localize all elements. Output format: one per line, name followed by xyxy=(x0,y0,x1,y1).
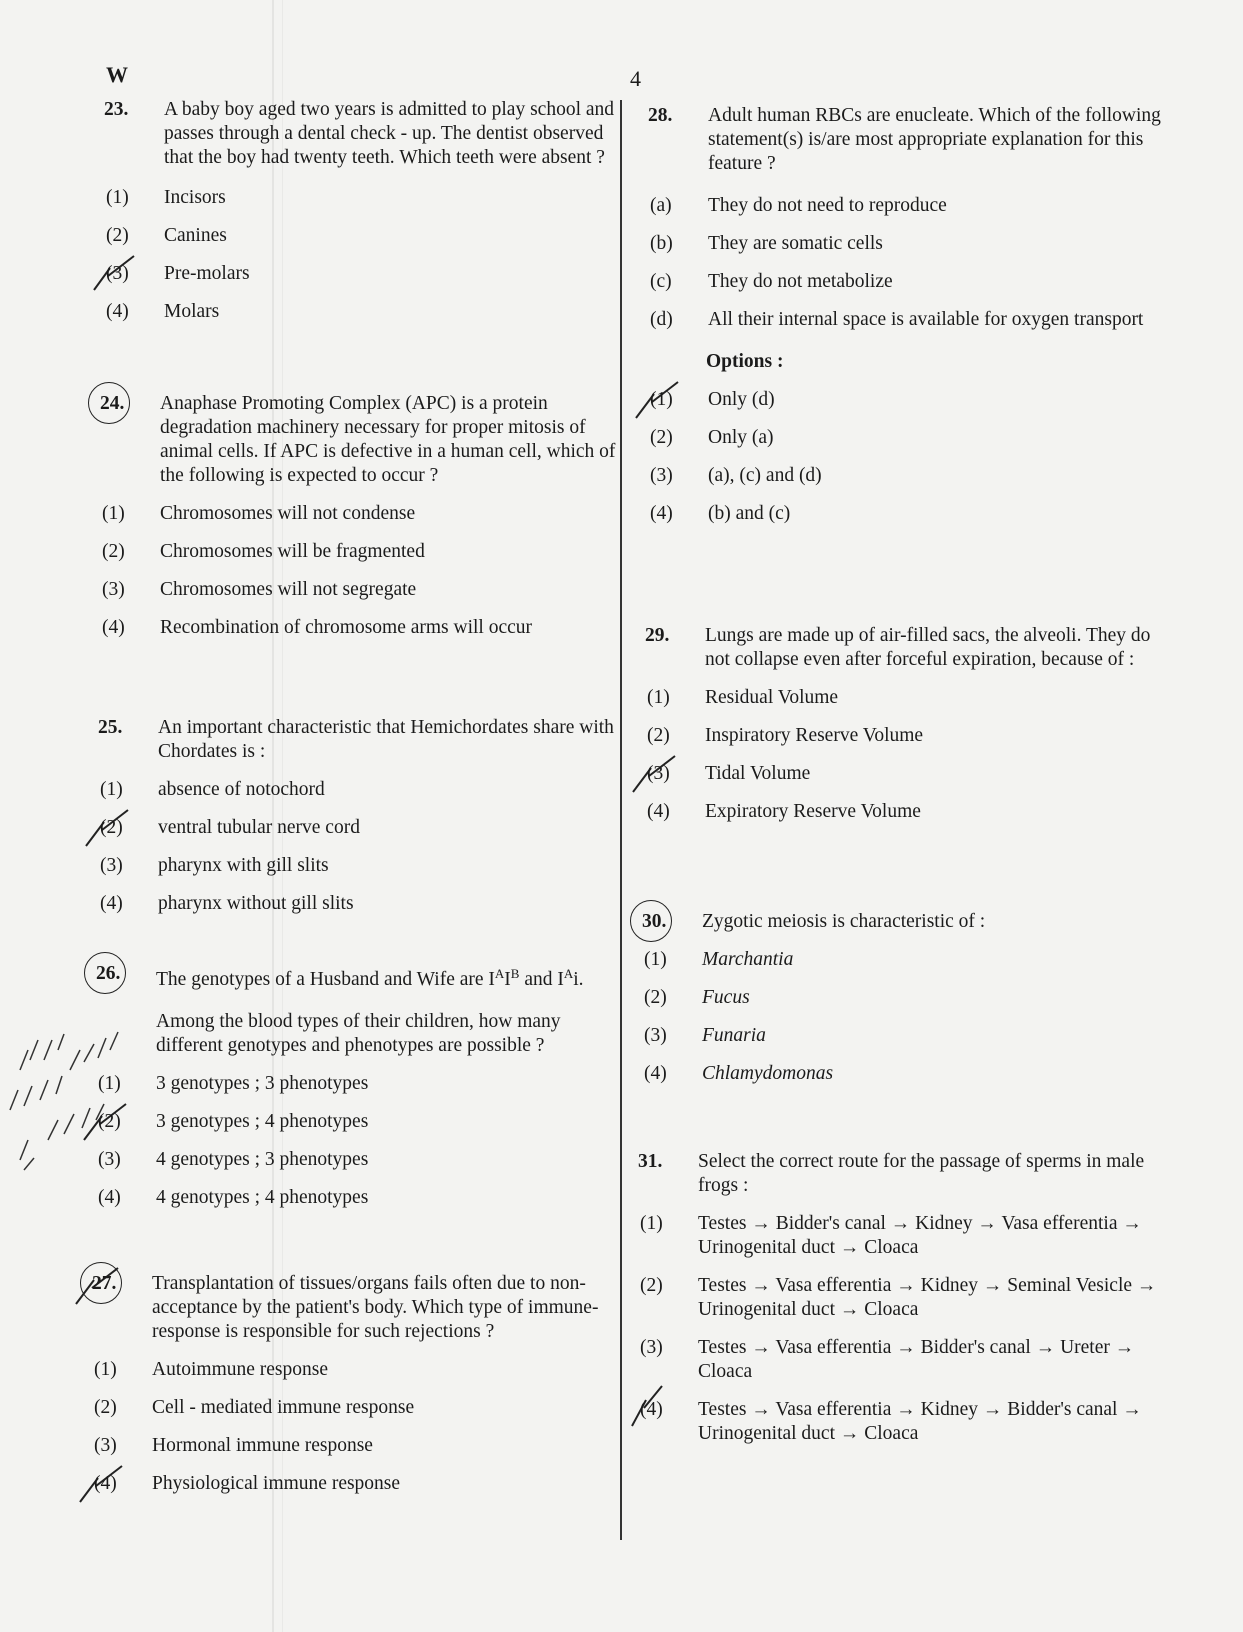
question-number: 24. xyxy=(100,393,125,414)
option[interactable] xyxy=(640,1212,1168,1260)
option[interactable] xyxy=(106,186,619,210)
option[interactable] xyxy=(100,854,619,878)
option-text: Physiological immune response xyxy=(152,1473,401,1494)
option-number: (3) xyxy=(644,1025,667,1046)
option-text: Only (d) xyxy=(708,389,775,410)
option[interactable] xyxy=(94,1358,619,1382)
option-number: (1) xyxy=(98,1073,121,1094)
option-text: Cell - mediated immune response xyxy=(152,1397,415,1418)
question-26 xyxy=(96,962,619,1224)
option-number: (3) xyxy=(106,263,129,284)
option-text: Fucus xyxy=(702,987,750,1008)
question-number: 31. xyxy=(638,1151,663,1172)
question-23 xyxy=(104,98,619,338)
question-text: Zygotic meiosis is characteristic of : xyxy=(702,911,986,932)
question-27 xyxy=(92,1272,619,1510)
option[interactable] xyxy=(100,816,619,840)
option-text: Autoimmune response xyxy=(152,1359,329,1380)
option[interactable] xyxy=(644,1024,1168,1048)
statement-text: All their internal space is available for oxygen transport xyxy=(708,309,1144,330)
option[interactable] xyxy=(650,502,1168,526)
question-text: Adult human RBCs are enucleate. Which of the following statement(s) is/are most appropriate explanation for this feature ? xyxy=(708,105,1161,174)
option-text: Molars xyxy=(164,301,220,322)
option[interactable] xyxy=(98,1072,619,1096)
option-number: (3) xyxy=(98,1149,121,1170)
option-text: Residual Volume xyxy=(705,687,839,708)
statement-letter: (c) xyxy=(650,271,672,292)
option-number: (3) xyxy=(650,465,673,486)
option-number: (2) xyxy=(102,541,125,562)
column-divider xyxy=(620,100,622,1540)
option-number: (4) xyxy=(644,1063,667,1084)
option[interactable] xyxy=(640,1336,1168,1384)
option-number: (1) xyxy=(102,503,125,524)
option[interactable] xyxy=(94,1434,619,1458)
statement-text: They are somatic cells xyxy=(708,233,883,254)
option-number: (3) xyxy=(100,855,123,876)
option[interactable] xyxy=(644,1062,1168,1086)
option[interactable] xyxy=(94,1396,619,1420)
page-number: 4 xyxy=(630,66,641,91)
option-number: (4) xyxy=(640,1399,663,1420)
question-number: 26. xyxy=(96,963,121,984)
option[interactable] xyxy=(106,300,619,324)
option-text: ventral tubular nerve cord xyxy=(158,817,360,838)
option[interactable] xyxy=(102,578,619,602)
option-text: Chromosomes will not condense xyxy=(160,503,416,524)
question-number: 27. xyxy=(92,1273,117,1294)
option[interactable] xyxy=(640,1398,1168,1446)
option[interactable] xyxy=(650,464,1168,488)
question-text: Anaphase Promoting Complex (APC) is a protein degradation machinery necessary for proper mitosis of animal cells. If APC is defective in a human cell, which of the following is expected to occur ? xyxy=(160,393,616,486)
option-text: 4 genotypes ; 3 phenotypes xyxy=(156,1149,369,1170)
option[interactable] xyxy=(647,724,1168,748)
option-number: (2) xyxy=(640,1275,663,1296)
option-text: Chromosomes will be fragmented xyxy=(160,541,425,562)
option-text: pharynx without gill slits xyxy=(158,893,354,914)
option[interactable] xyxy=(98,1186,619,1210)
option-text: 4 genotypes ; 4 phenotypes xyxy=(156,1187,369,1208)
option[interactable] xyxy=(100,778,619,802)
option-number: (1) xyxy=(640,1213,663,1234)
option-number: (1) xyxy=(100,779,123,800)
option-text: Testes → Vasa efferentia → Kidney → Seminal Vesicle → Urinogenital duct → Cloaca xyxy=(698,1275,1157,1320)
option-number: (1) xyxy=(644,949,667,970)
question-text: A baby boy aged two years is admitted to play school and passes through a dental check - up. The dentist observed that the boy had twenty teeth. Which teeth were absent ? xyxy=(164,99,615,168)
option[interactable] xyxy=(102,502,619,526)
question-text: Lungs are made up of air-filled sacs, the alveoli. They do not collapse even after forceful expiration, because of : xyxy=(705,625,1151,670)
question-number: 30. xyxy=(642,911,667,932)
option-number: (2) xyxy=(644,987,667,1008)
option-text: Pre-molars xyxy=(164,263,250,284)
option[interactable] xyxy=(650,426,1168,450)
statement xyxy=(650,270,1168,294)
option-number: (3) xyxy=(94,1435,117,1456)
option-text: pharynx with gill slits xyxy=(158,855,329,876)
option-text: Recombination of chromosome arms will occur xyxy=(160,617,533,638)
question-24 xyxy=(100,392,619,654)
statement-text: They do not metabolize xyxy=(708,271,893,292)
option-number: (2) xyxy=(650,427,673,448)
option[interactable] xyxy=(647,800,1168,824)
option-number: (4) xyxy=(102,617,125,638)
option-text: Chromosomes will not segregate xyxy=(160,579,417,600)
option-number: (1) xyxy=(647,687,670,708)
statement xyxy=(650,308,1168,332)
question-text: Select the correct route for the passage of sperms in male frogs : xyxy=(698,1151,1145,1196)
option[interactable] xyxy=(106,262,619,286)
option[interactable] xyxy=(647,762,1168,786)
option-text: Testes → Vasa efferentia → Bidder's canal → Ureter → Cloaca xyxy=(698,1337,1135,1382)
option-text: Funaria xyxy=(702,1025,766,1046)
option[interactable] xyxy=(647,686,1168,710)
question-text: Transplantation of tissues/organs fails often due to non-acceptance by the patient's body. Which type of immune-response is responsible for such rejections ? xyxy=(152,1273,599,1342)
statement-letter: (d) xyxy=(650,309,673,330)
option-number: (2) xyxy=(94,1397,117,1418)
option-text: Testes → Bidder's canal → Kidney → Vasa efferentia → Urinogenital duct → Cloaca xyxy=(698,1213,1142,1258)
option-number: (4) xyxy=(98,1187,121,1208)
option-number: (2) xyxy=(106,225,129,246)
question-25 xyxy=(98,716,619,930)
option-number: (2) xyxy=(98,1111,121,1132)
question-text: An important characteristic that Hemichordates share with Chordates is : xyxy=(158,717,614,762)
option[interactable] xyxy=(100,892,619,916)
statement-text: They do not need to reproduce xyxy=(708,195,947,216)
option[interactable] xyxy=(650,388,1168,412)
question-number: 28. xyxy=(648,105,673,126)
question-number: 25. xyxy=(98,717,123,738)
option-number: (4) xyxy=(100,893,123,914)
option-text: Marchantia xyxy=(702,949,794,970)
option-number: (3) xyxy=(640,1337,663,1358)
option-number: (1) xyxy=(106,187,129,208)
option-text: Canines xyxy=(164,225,227,246)
option-number: (4) xyxy=(106,301,129,322)
question-text: The genotypes of a Husband and Wife are $I^AI^B$ and $I^Ai$. xyxy=(156,966,584,990)
option-number: (2) xyxy=(647,725,670,746)
option[interactable] xyxy=(644,948,1168,972)
statement-letter: (a) xyxy=(650,195,672,216)
option[interactable] xyxy=(94,1472,619,1496)
option-text: 3 genotypes ; 3 phenotypes xyxy=(156,1073,369,1094)
option-number: (4) xyxy=(650,503,673,524)
question-number: 29. xyxy=(645,625,670,646)
options-label: Options : xyxy=(706,351,784,372)
option[interactable] xyxy=(98,1148,619,1172)
option-text: Inspiratory Reserve Volume xyxy=(705,725,924,746)
statement xyxy=(650,232,1168,256)
option[interactable] xyxy=(640,1274,1168,1322)
handwritten-notes-icon xyxy=(0,1010,140,1190)
option[interactable] xyxy=(644,986,1168,1010)
option[interactable] xyxy=(102,540,619,564)
option-text: Incisors xyxy=(164,187,226,208)
option-text: (b) and (c) xyxy=(708,503,791,524)
statement xyxy=(650,194,1168,218)
option-text: Chlamydomonas xyxy=(702,1063,834,1084)
set-code: W xyxy=(106,62,128,87)
option-text: Expiratory Reserve Volume xyxy=(705,801,921,822)
option[interactable] xyxy=(102,616,619,640)
option-text: Testes → Vasa efferentia → Kidney → Bidder's canal → Urinogenital duct → Cloaca xyxy=(698,1399,1142,1444)
question-28 xyxy=(648,104,1168,540)
option-number: (3) xyxy=(647,763,670,784)
option-text: Only (a) xyxy=(708,427,774,448)
option-number: (3) xyxy=(102,579,125,600)
option-text: Hormonal immune response xyxy=(152,1435,373,1456)
question-30 xyxy=(642,910,1168,1100)
option-text: Tidal Volume xyxy=(705,763,811,784)
question-29 xyxy=(645,624,1168,838)
option-number: (2) xyxy=(100,817,123,838)
question-prompt: Among the blood types of their children, how many different genotypes and phenotypes are possible ? xyxy=(156,1011,561,1056)
question-number: 23. xyxy=(104,99,129,120)
option-number: (1) xyxy=(94,1359,117,1380)
option-number: (4) xyxy=(94,1473,117,1494)
option-number: (4) xyxy=(647,801,670,822)
statement-letter: (b) xyxy=(650,233,673,254)
option-text: (a), (c) and (d) xyxy=(708,465,822,486)
option[interactable] xyxy=(106,224,619,248)
question-31 xyxy=(638,1150,1168,1460)
option-text: absence of notochord xyxy=(158,779,325,800)
option[interactable] xyxy=(98,1110,619,1134)
option-text: 3 genotypes ; 4 phenotypes xyxy=(156,1111,369,1132)
option-number: (1) xyxy=(650,389,673,410)
